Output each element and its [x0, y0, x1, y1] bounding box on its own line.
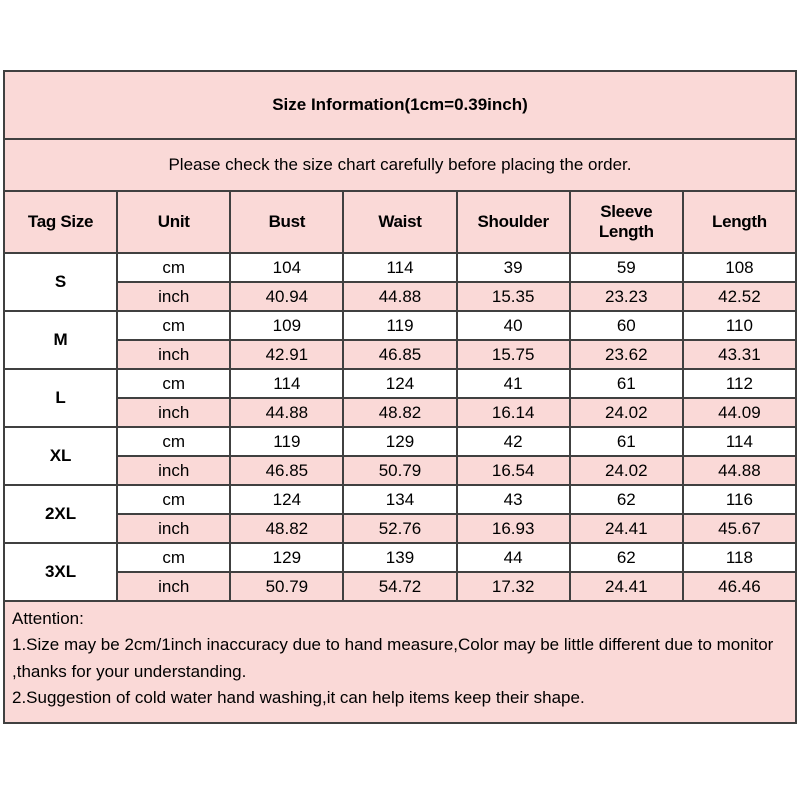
- measurement-value-cm: 109: [230, 311, 343, 340]
- measurement-value-inch: 40.94: [230, 282, 343, 311]
- column-header-tag-size: Tag Size: [4, 191, 117, 253]
- attention-row: [4, 601, 796, 723]
- measurement-value-cm: 119: [343, 311, 456, 340]
- measurement-value-inch: 16.54: [457, 456, 570, 485]
- measurement-value-cm: 124: [230, 485, 343, 514]
- measurement-value-cm: 104: [230, 253, 343, 282]
- size-row-cm: [4, 485, 796, 514]
- column-header-unit: Unit: [117, 191, 230, 253]
- measurement-value-inch: 43.31: [683, 340, 796, 369]
- measurement-value-cm: 114: [230, 369, 343, 398]
- measurement-value-inch: 15.35: [457, 282, 570, 311]
- measurement-value-cm: 44: [457, 543, 570, 572]
- measurement-value-cm: 129: [343, 427, 456, 456]
- measurement-value-cm: 62: [570, 485, 683, 514]
- measurement-value-inch: 15.75: [457, 340, 570, 369]
- unit-inch-cell: inch: [117, 340, 230, 369]
- tag-size-cell: S: [4, 253, 117, 311]
- chart-top: [4, 71, 796, 253]
- measurement-value-cm: 112: [683, 369, 796, 398]
- measurement-value-cm: 119: [230, 427, 343, 456]
- measurement-value-cm: 114: [683, 427, 796, 456]
- measurement-value-cm: 61: [570, 427, 683, 456]
- measurement-value-inch: 50.79: [230, 572, 343, 601]
- column-header-bust: Bust: [230, 191, 343, 253]
- measurement-value-inch: 45.67: [683, 514, 796, 543]
- chart-bottom: [4, 601, 796, 723]
- size-row-cm: [4, 543, 796, 572]
- measurement-value-inch: 46.46: [683, 572, 796, 601]
- size-chart: [3, 70, 797, 724]
- unit-cm-cell: cm: [117, 369, 230, 398]
- measurement-value-cm: 134: [343, 485, 456, 514]
- measurement-value-cm: 116: [683, 485, 796, 514]
- measurement-value-cm: 40: [457, 311, 570, 340]
- unit-cm-cell: cm: [117, 485, 230, 514]
- measurement-value-inch: 23.23: [570, 282, 683, 311]
- measurement-value-cm: 42: [457, 427, 570, 456]
- tag-size-cell: 3XL: [4, 543, 117, 601]
- measurement-value-cm: 139: [343, 543, 456, 572]
- size-row-cm: [4, 427, 796, 456]
- column-header-sleeve-length: Sleeve Length: [570, 191, 683, 253]
- subtitle-row: [4, 139, 796, 191]
- measurement-value-cm: 59: [570, 253, 683, 282]
- measurement-value-inch: 44.09: [683, 398, 796, 427]
- measurement-value-cm: 124: [343, 369, 456, 398]
- subtitle-text: Please check the size chart carefully before placing the order.: [4, 139, 796, 191]
- size-row-cm: [4, 311, 796, 340]
- size-row-cm: [4, 369, 796, 398]
- measurement-value-inch: 44.88: [343, 282, 456, 311]
- measurement-value-cm: 61: [570, 369, 683, 398]
- measurement-value-cm: 114: [343, 253, 456, 282]
- measurement-value-inch: 42.52: [683, 282, 796, 311]
- measurement-value-inch: 48.82: [343, 398, 456, 427]
- measurement-value-inch: 17.32: [457, 572, 570, 601]
- size-row-inch: [4, 340, 796, 369]
- unit-cm-cell: cm: [117, 543, 230, 572]
- measurement-value-inch: 23.62: [570, 340, 683, 369]
- unit-inch-cell: inch: [117, 398, 230, 427]
- measurement-value-cm: 60: [570, 311, 683, 340]
- size-row-inch: [4, 456, 796, 485]
- unit-inch-cell: inch: [117, 282, 230, 311]
- size-table-body: [4, 253, 796, 601]
- tag-size-cell: XL: [4, 427, 117, 485]
- measurement-value-inch: 24.02: [570, 456, 683, 485]
- measurement-value-inch: 16.14: [457, 398, 570, 427]
- size-row-inch: [4, 282, 796, 311]
- measurement-value-inch: 16.93: [457, 514, 570, 543]
- size-chart-table: [3, 70, 797, 724]
- measurement-value-inch: 46.85: [230, 456, 343, 485]
- measurement-value-cm: 62: [570, 543, 683, 572]
- measurement-value-cm: 129: [230, 543, 343, 572]
- tag-size-cell: M: [4, 311, 117, 369]
- unit-cm-cell: cm: [117, 253, 230, 282]
- attention-note-1: 1.Size may be 2cm/1inch inaccuracy due to hand measure,Color may be little different due to monitor ,thanks for your understanding.: [12, 635, 774, 681]
- measurement-value-inch: 52.76: [343, 514, 456, 543]
- measurement-value-inch: 50.79: [343, 456, 456, 485]
- unit-inch-cell: inch: [117, 514, 230, 543]
- size-row-inch: [4, 514, 796, 543]
- column-header-shoulder: Shoulder: [457, 191, 570, 253]
- measurement-value-cm: 108: [683, 253, 796, 282]
- measurement-value-inch: 48.82: [230, 514, 343, 543]
- measurement-value-cm: 118: [683, 543, 796, 572]
- measurement-value-cm: 39: [457, 253, 570, 282]
- measurement-value-inch: 44.88: [230, 398, 343, 427]
- attention-note-2: 2.Suggestion of cold water hand washing,it can help items keep their shape.: [12, 688, 585, 708]
- tag-size-cell: L: [4, 369, 117, 427]
- measurement-value-cm: 41: [457, 369, 570, 398]
- measurement-value-inch: 42.91: [230, 340, 343, 369]
- measurement-value-inch: 44.88: [683, 456, 796, 485]
- measurement-value-cm: 110: [683, 311, 796, 340]
- header-row: [4, 191, 796, 253]
- measurement-value-inch: 24.41: [570, 572, 683, 601]
- unit-inch-cell: inch: [117, 572, 230, 601]
- measurement-value-inch: 24.02: [570, 398, 683, 427]
- measurement-value-inch: 54.72: [343, 572, 456, 601]
- column-header-length: Length: [683, 191, 796, 253]
- title-row: [4, 71, 796, 139]
- unit-inch-cell: inch: [117, 456, 230, 485]
- size-row-inch: [4, 572, 796, 601]
- tag-size-cell: 2XL: [4, 485, 117, 543]
- column-header-waist: Waist: [343, 191, 456, 253]
- measurement-value-cm: 43: [457, 485, 570, 514]
- measurement-value-inch: 46.85: [343, 340, 456, 369]
- attention-cell: [4, 601, 796, 723]
- unit-cm-cell: cm: [117, 427, 230, 456]
- page-title: Size Information(1cm=0.39inch): [4, 71, 796, 139]
- size-row-inch: [4, 398, 796, 427]
- unit-cm-cell: cm: [117, 311, 230, 340]
- size-row-cm: [4, 253, 796, 282]
- attention-heading: Attention:: [12, 609, 84, 628]
- measurement-value-inch: 24.41: [570, 514, 683, 543]
